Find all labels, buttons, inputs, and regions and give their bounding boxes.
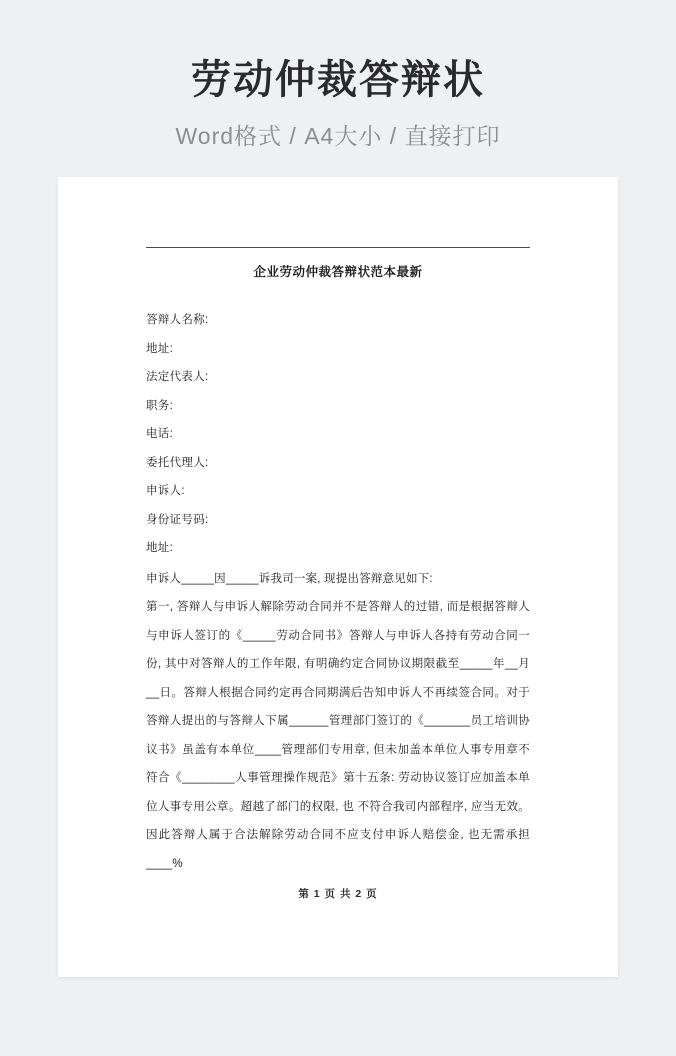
banner (0, 0, 676, 151)
document-sheet (58, 177, 618, 977)
field-legal-representative: 法定代表人: (146, 371, 209, 383)
document-body (146, 247, 530, 878)
field-claimant: 申诉人: (146, 485, 185, 497)
field-position: 职务: (146, 399, 174, 412)
party-fields (146, 306, 530, 563)
field-agent: 委托代理人: (146, 456, 209, 469)
field-id-number: 身份证号码: (146, 513, 209, 526)
document-title: 企业劳动仲裁答辩状范本最新 (253, 265, 423, 279)
paragraph-first-point: 第一, 答辩人与申诉人解除劳动合同并不是答辩人的过错, 而是根据答辩人与申诉人签订的《_____劳动合同书》答辩人与申诉人各持有劳动合同一份, 其中对答辩人的工作年限, 有明确约定合同协议期限截至_____年__月__日。答辩人根据合同约定再合同期满后告知申诉人不再续签合同。对于答辩人提出的与答辩人下属______管理部门签订的《_______员工培训协议书》虽盖有本单位____管理部们专用章, 但未加盖本单位人事专用章不符合《________人事管理操作规范》第十五条: 劳动协议签订应加盖本单位人事专用公章。超越了部门的权限, 也 不符合我司内部程序, 应当无效。因此答辩人属于合法解除劳动合同不应支付申诉人赔偿金, 也无需承担____% (146, 601, 530, 870)
banner-title: 劳动仲裁答辩状 (191, 58, 485, 102)
banner-subtitle: Word格式 / A4大小 / 直接打印 (175, 123, 501, 149)
title-divider (146, 247, 530, 248)
document-paragraphs (146, 565, 530, 879)
paragraph-intro: 申诉人_____因_____诉我司一案, 现提出答辩意见如下: (146, 572, 433, 585)
field-respondent-name: 答辩人名称: (146, 314, 209, 326)
field-phone: 电话: (146, 428, 174, 440)
field-respondent-address: 地址: (146, 342, 174, 355)
page-footer: 第 1 页 共 2 页 (298, 888, 378, 900)
field-claimant-address: 地址: (146, 542, 174, 554)
